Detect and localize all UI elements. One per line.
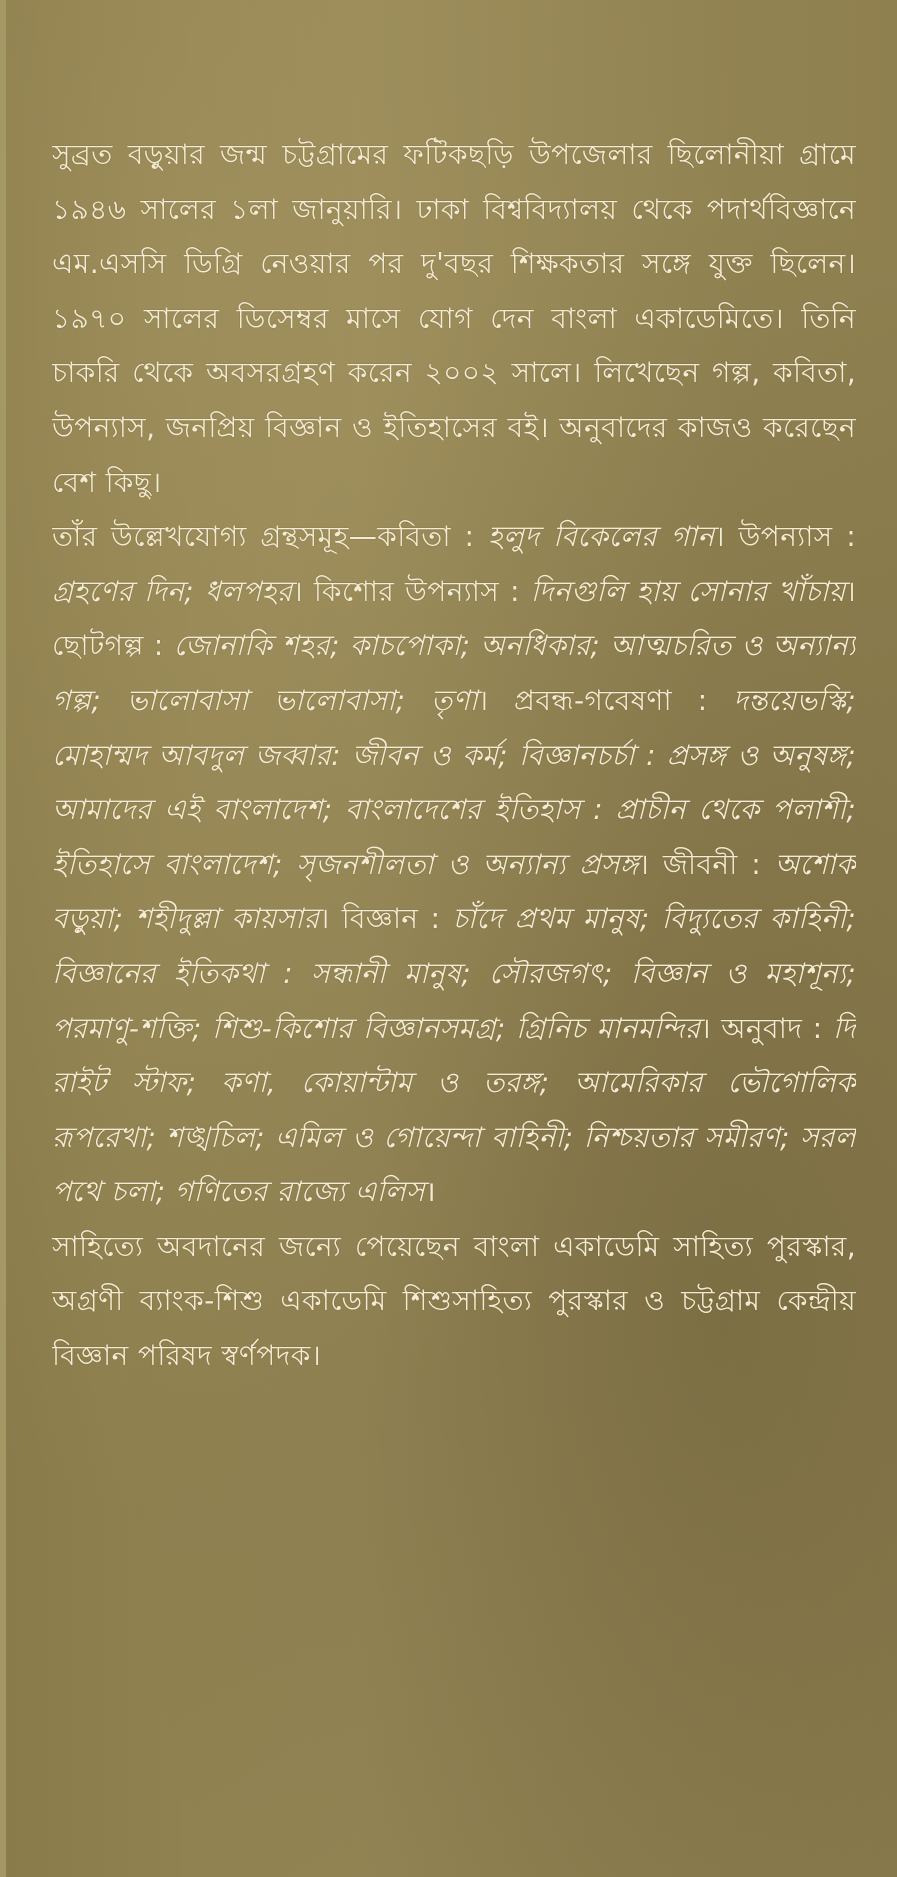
translation-label: । অনুবাদ : xyxy=(700,1011,833,1045)
works-intro: তাঁর উল্লেখযোগ্য গ্রন্থসমূহ—কবিতা : xyxy=(52,520,488,554)
science-titles: চাঁদে প্রথম মানুষ; বিদ্যুতের কাহিনী; বিজ্ঞানের ইতিকথা : সন্ধানী মানুষ; সৌরজগৎ; বিজ্ঞান ও মহাশূন্য; পরমাণু-শক্তি; শিশু-কিশোর বিজ্ঞানসমগ্র; গ্রিনিচ মানমন্দির xyxy=(52,902,856,1045)
juvenile-novel-titles: দিনগুলি হায় সোনার খাঁচায় xyxy=(530,574,846,608)
biography-label: । জীবনী : xyxy=(638,847,775,881)
juvenile-novel-label: । কিশোর উপন্যাস : xyxy=(292,574,531,608)
bio-paragraph-life: সুব্রত বড়ুয়ার জন্ম চট্টগ্রামের ফটিকছড়ি উপজেলার ছিলোনীয়া গ্রামে ১৯৪৬ সালের ১লা জানুয়ারি। ঢাকা বিশ্ববিদ্যালয় থেকে পদার্থবিজ্ঞানে এম.এসসি ডিগ্রি নেওয়ার পর দু'বছর শিক্ষকতার সঙ্গে যুক্ত ছিলেন। ১৯৭০ সালের ডিসেম্বর মাসে যোগ দেন বাংলা একাডেমিতে। তিনি চাকরি থেকে অবসরগ্রহণ করেন ২০০২ সালে। লিখেছেন গল্প, কবিতা, উপন্যাস, জনপ্রিয় বিজ্ঞান ও ইতিহাসের বই। অনুবাদের কাজও করেছেন বেশ কিছু। xyxy=(52,138,856,499)
essay-titles: দন্তয়েভস্কি; মোহাম্মদ আবদুল জব্বার: জীবন ও কর্ম; বিজ্ঞানচর্চা : প্রসঙ্গ ও অনুষঙ্গ; আমাদের এই বাংলাদেশ; বাংলাদেশের ইতিহাস : প্রাচীন থেকে পলাশী; ইতিহাসে বাংলাদেশ; সৃজনশীলতা ও অন্যান্য প্রসঙ্গ xyxy=(52,683,856,881)
essay-label: । প্রবন্ধ-গবেষণা : xyxy=(477,683,734,717)
bio-paragraph-awards: সাহিত্যে অবদানের জন্যে পেয়েছেন বাংলা একাডেমি সাহিত্য পুরস্কার, অগ্রণী ব্যাংক-শিশু একাডেমি শিশুসাহিত্য পুরস্কার ও চট্টগ্রাম কেন্দ্রীয় বিজ্ঞান পরিষদ স্বর্ণপদক। xyxy=(52,1229,856,1373)
translation-titles: দি রাইট স্টাফ; কণা, কোয়ান্টাম ও তরঙ্গ; আমেরিকার ভৌগোলিক রূপরেখা; শঙ্খচিল; এমিল ও গোয়েন্দা বাহিনী; নিশ্চয়তার সমীরণ; সরল পথে চলা; গণিতের রাজ্যে এলিস xyxy=(52,1011,856,1209)
short-story-label: । ছোটগল্প : xyxy=(52,574,856,663)
bio-paragraph-works xyxy=(52,510,856,1220)
works-end: । xyxy=(424,1175,436,1209)
poetry-titles: হলুদ বিকেলের গান xyxy=(487,520,715,554)
author-bio xyxy=(52,128,856,1788)
novel-label: । উপন্যাস : xyxy=(714,520,856,554)
science-label: । বিজ্ঞান : xyxy=(319,902,453,936)
short-story-titles: জোনাকি শহর; কাচপোকা; অনধিকার; আত্মচরিত ও অন্যান্য গল্প; ভালোবাসা ভালোবাসা; তৃণা xyxy=(52,629,856,717)
novel-titles: গ্রহণের দিন; ধলপহর xyxy=(52,574,293,608)
biography-titles: অশোক বড়ুয়া; শহীদুল্লা কায়সার xyxy=(52,847,856,936)
